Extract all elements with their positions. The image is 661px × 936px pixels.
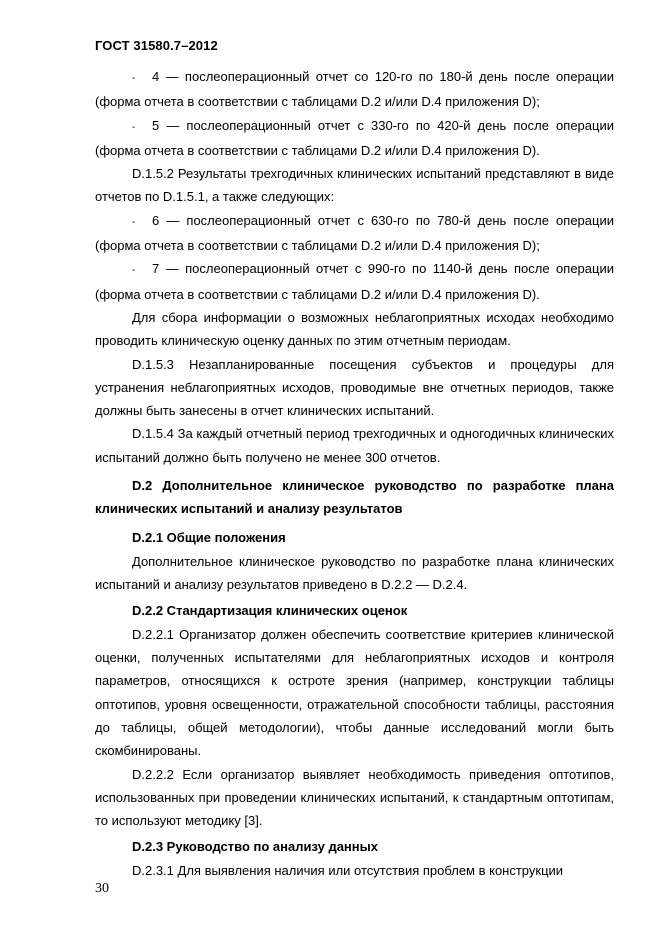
dash-bullet: - (132, 216, 136, 228)
list-item-report-5 (95, 114, 614, 163)
list-item-report-4 (95, 65, 614, 114)
list-item-report-6 (95, 209, 614, 258)
list-item-report-7 (95, 257, 614, 306)
paragraph-d2-2-1: D.2.2.1 Организатор должен обеспечить соответствие критериев клинической оценки, полученных испытателями для неблагоприятных исходов и контроля параметров, относящихся к остроте зрения (например, конструкции таблицы оптотипов, уровня освещенности, отражательной способности таблицы, расстояния до таблицы, общей методологии), чтобы данные исследований могли быть скомбинированы. (95, 626, 614, 759)
paragraph-d1-5-3: D.1.5.3 Незапланированные посещения субъектов и процедуры для устранения неблагоприятных исходов, проводимые вне отчетных периодов, также должны быть занесены в отчет клинических испытаний. (95, 356, 614, 419)
dash-bullet: - (132, 121, 136, 133)
paragraph-d1-5-2: D.1.5.2 Результаты трехгодичных клинических испытаний представляют в виде отчетов по D.1.5.1, а также следующих: (95, 166, 614, 205)
dash-bullet: - (132, 265, 136, 277)
paragraph-d2-3-1: D.2.3.1 Для выявления наличия или отсутствия проблем в конструкции (132, 862, 564, 878)
dash-bullet: - (132, 73, 136, 84)
paragraph-text: 5 — послеоперационный отчет с 330-го по 420-й день после операции (форма отчета в соответствии с таблицами D.2 и/или D.4 приложения D). (95, 117, 614, 158)
subsection-heading-d2-3: D.2.3 Руководство по анализу данных (132, 838, 378, 854)
paragraph-info-collection: Для сбора информации о возможных неблагоприятных исходах необходимо проводить клиническую оценку данных по этим отчетным периодам. (95, 309, 614, 349)
document-header: ГОСТ 31580.7–2012 (95, 38, 218, 53)
paragraph-text: 4 — послеоперационный отчет со 120-го по 180-й день после операции (форма отчета в соответствии с таблицами D.2 и/или D.4 приложения D); (95, 69, 614, 110)
paragraph-d2-2-2: D.2.2.2 Если организатор выявляет необходимость приведения оптотипов, использованных при проведении клинических испытаний, к стандартным оптотипам, то используют методику [3]. (95, 766, 614, 829)
subsection-heading-d2-2: D.2.2 Стандартизация клинических оценок (132, 602, 408, 618)
page-number: 30 (95, 881, 109, 896)
paragraph-d1-5-4: D.1.5.4 За каждый отчетный период трехгодичных и одногодичных клинических испытаний должно быть получено не менее 300 отчетов. (95, 426, 614, 465)
section-heading-d2: D.2 Дополнительное клиническое руководство по разработке плана клинических испытаний и анализу результатов (95, 478, 614, 517)
subsection-heading-d2-1: D.2.1 Общие положения (132, 529, 286, 545)
document-body (95, 65, 614, 882)
paragraph-text: 7 — послеоперационный отчет с 990-го по 1140-й день после операции (форма отчета в соответствии с таблицами D.2 и/или D.4 приложения D). (95, 261, 614, 302)
paragraph-text: 6 — послеоперационный отчет с 630-го по 780-й день после операции (форма отчета в соответствии с таблицами D.2 и/или D.4 приложения D); (95, 212, 614, 254)
paragraph-d2-1: Дополнительное клиническое руководство по разработке плана клинических испытаний и анализу результатов приведено в D.2.2 — D.2.4. (95, 553, 614, 593)
